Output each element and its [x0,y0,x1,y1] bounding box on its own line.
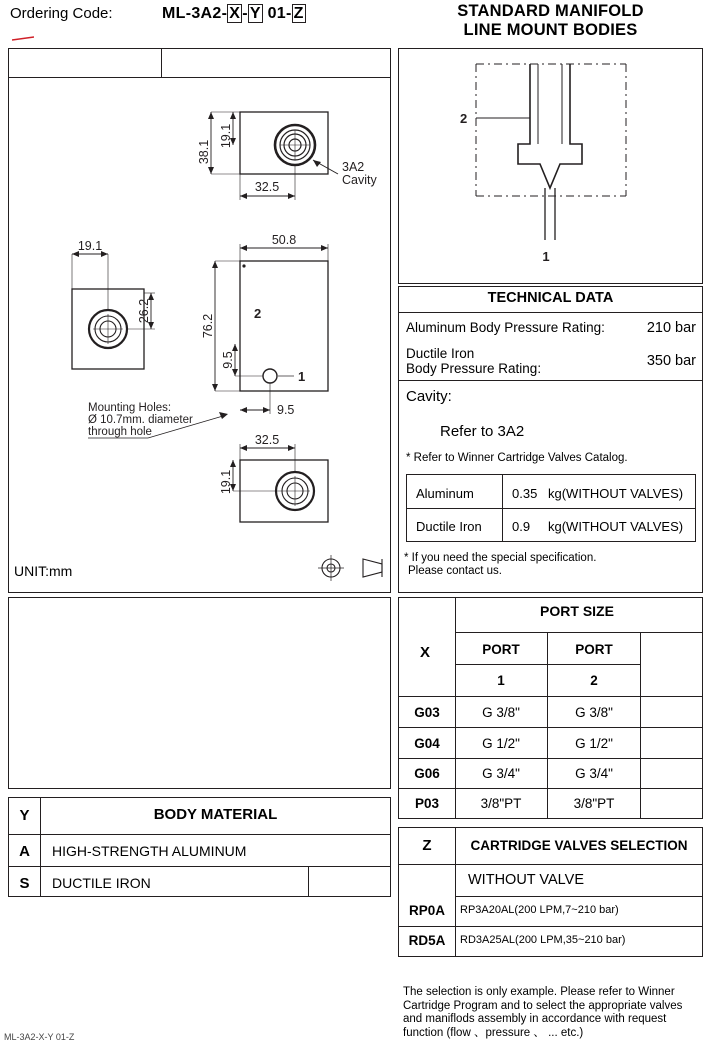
divider [9,834,390,835]
cavity-value: Refer to 3A2 [440,423,525,440]
ordering-code-value [162,4,306,23]
port-row-p1-1: G 1/2" [482,736,520,751]
svg-text:32.5: 32.5 [254,433,280,447]
weight-material-ductile: Ductile Iron [416,519,482,534]
svg-text:50.8: 50.8 [271,233,297,247]
weight-value-ductile: 0.9 [512,519,531,534]
divider [640,632,641,818]
port-row-code-0: G03 [414,705,440,720]
svg-text:19.1: 19.1 [219,123,233,149]
svg-text:Mounting Holes:: Mounting Holes: [88,402,172,414]
divider [399,788,702,789]
port-row-code-3: P03 [414,796,440,811]
port-row-p2-0: G 3/8" [575,705,613,720]
svg-text:19.1: 19.1 [219,469,233,495]
technical-data-title: TECHNICAL DATA [487,290,614,306]
ordering-prefix: ML-3A2- [162,5,228,22]
divider [399,864,702,865]
section-view [398,48,703,284]
red-marker-icon [12,36,34,44]
aluminum-pressure-row [406,320,696,335]
ordering-dash: - [242,5,248,22]
port-table-header-num-2: 2 [590,673,598,688]
ductile-pressure-label-line2: Body Pressure Rating: [406,361,542,376]
divider [308,866,309,896]
divider [547,632,548,818]
weight-value-aluminum: 0.35 [512,486,538,501]
dimensioned-drawing [8,78,391,588]
svg-text:1: 1 [542,249,550,264]
port-row-code-2: G06 [414,766,440,781]
svg-text:3A2: 3A2 [342,160,365,174]
blank-panel [8,597,391,789]
ordering-x-box: X [229,5,241,22]
weight-unit-aluminum: kg(WITHOUT VALVES) [548,486,684,501]
svg-text:9.5: 9.5 [221,351,235,369]
body-material-name-1: DUCTILE IRON [52,875,151,891]
body-material-col-y: Y [19,807,30,824]
svg-text:2: 2 [254,306,262,321]
divider [455,664,641,665]
unit-label: UNIT:mm [14,563,73,579]
divider [9,866,390,867]
cartridge-desc-0: WITHOUT VALVE [468,872,585,888]
port-table-header-port-2: PORT [575,642,613,657]
divider [399,380,702,381]
divider [455,896,702,897]
port-row-p1-3: 3/8"PT [480,796,522,811]
svg-text:2: 2 [460,111,468,126]
body-material-code-1: S [19,875,30,892]
aluminum-pressure-value: 210 bar [646,320,696,336]
svg-text:Cavity: Cavity [342,173,377,187]
cartridge-col-z: Z [422,837,432,854]
cartridge-desc-2: RD3A25AL(200 LPM,35~210 bar) [460,934,626,946]
footer-code: ML-3A2-X-Y 01-Z [4,1032,75,1042]
svg-text:38.1: 38.1 [197,139,211,165]
port-row-p1-2: G 3/4" [482,766,520,781]
svg-text:1: 1 [298,369,306,384]
cavity-catalog-note: * Refer to Winner Cartridge Valves Catalog. [406,452,628,464]
svg-text:through hole: through hole [88,426,152,438]
svg-text:9.5: 9.5 [277,403,295,417]
ductile-pressure-row [406,346,696,376]
cartridge-code-1: RP0A [408,903,445,918]
port-table-header-num-1: 1 [497,673,505,688]
svg-text:Ø 10.7mm. diameter: Ø 10.7mm. diameter [88,414,193,426]
weight-material-aluminum: Aluminum [416,486,474,501]
weight-unit-ductile: kg(WITHOUT VALVES) [548,519,684,534]
port-row-p2-1: G 1/2" [575,736,613,751]
body-material-title: BODY MATERIAL [153,806,278,823]
body-material-name-0: HIGH-STRENGTH ALUMINUM [52,843,247,859]
cartridge-desc-1: RP3A20AL(200 LPM,7~210 bar) [460,904,619,916]
divider [399,926,702,927]
special-spec-note [404,552,700,578]
body-material-code-0: A [19,843,30,860]
ordering-code-label: Ordering Code: [10,5,113,22]
svg-text:32.5: 32.5 [254,180,280,194]
divider [399,696,702,697]
ordering-mid: 01- [262,5,292,22]
port-size-title: PORT SIZE [540,603,614,619]
ductile-pressure-value: 350 bar [646,353,696,369]
divider [399,758,702,759]
divider [399,312,702,313]
cartridge-title: CARTRIDGE VALVES SELECTION [470,838,688,853]
page-title [398,2,703,40]
port-table-header-port-1: PORT [482,642,520,657]
port-row-code-1: G04 [414,736,440,751]
divider [399,727,702,728]
page-title-line1: STANDARD MANIFOLD [457,2,644,20]
svg-text:76.2: 76.2 [201,313,215,339]
svg-text:26.2: 26.2 [137,298,151,324]
svg-text:19.1: 19.1 [77,239,103,253]
special-spec-note-line2: Please contact us. [408,565,502,577]
special-spec-note-line1: * If you need the special specification. [404,552,597,564]
aluminum-pressure-label: Aluminum Body Pressure Rating: [406,320,605,335]
ordering-y-box: Y [249,5,261,22]
port-table-col-x: X [420,644,431,661]
divider [407,508,695,509]
cartridge-code-2: RD5A [408,933,446,948]
port-row-p2-3: 3/8"PT [573,796,615,811]
divider [455,632,702,633]
port-row-p1-0: G 3/8" [482,705,520,720]
ordering-z-box: Z [293,5,304,22]
cartridge-selection-note: The selection is only example. Please refer to Winner Cartridge Program and to select the appropriate valves and maniflods assembly in accordance with request function (flow 、pressure 、 ... etc.) [403,986,683,1039]
ductile-pressure-label-line1: Ductile Iron [406,346,475,361]
cavity-label: Cavity: [406,388,452,405]
port-row-p2-2: G 3/4" [575,766,613,781]
page-title-line2: LINE MOUNT BODIES [463,21,638,39]
